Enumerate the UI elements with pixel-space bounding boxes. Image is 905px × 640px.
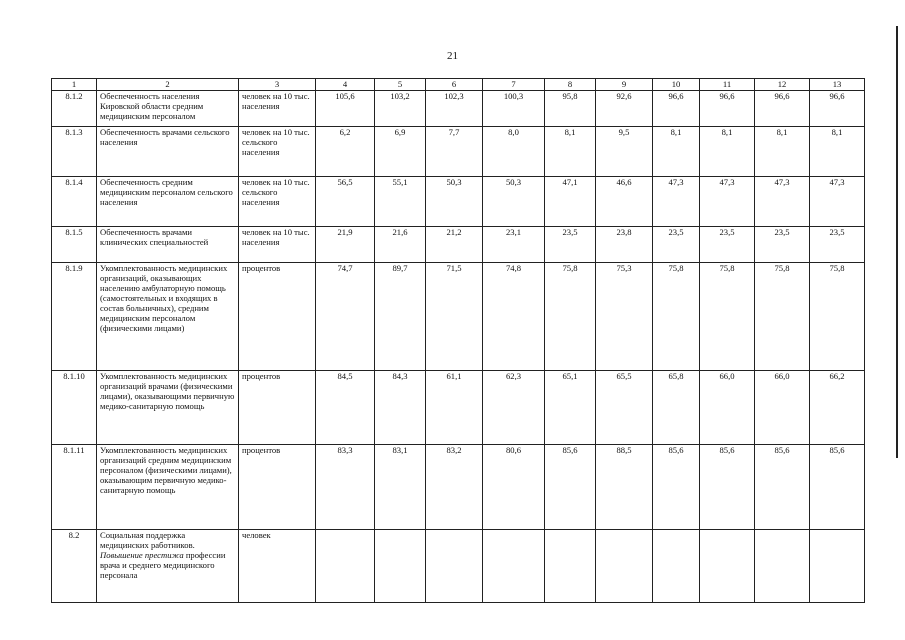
indicator-value: 65,8 <box>653 371 700 445</box>
table-row <box>52 530 865 603</box>
indicator-value: 100,3 <box>483 91 545 127</box>
indicator-value: 96,6 <box>700 91 755 127</box>
indicator-value: 75,8 <box>700 263 755 371</box>
column-number: 8 <box>545 79 596 91</box>
indicator-unit: человек на 10 тыс. населения <box>239 227 316 263</box>
indicator-value: 65,1 <box>545 371 596 445</box>
indicator-value <box>426 530 483 603</box>
indicator-value: 65,5 <box>596 371 653 445</box>
indicator-value: 8,1 <box>810 127 865 177</box>
indicator-value: 66,2 <box>810 371 865 445</box>
table-row <box>52 91 865 127</box>
indicator-value <box>810 530 865 603</box>
table-row <box>52 445 865 530</box>
indicator-value: 6,2 <box>316 127 375 177</box>
indicator-value: 47,3 <box>810 177 865 227</box>
indicator-value <box>545 530 596 603</box>
indicator-value: 75,8 <box>653 263 700 371</box>
column-number: 11 <box>700 79 755 91</box>
indicator-value: 66,0 <box>700 371 755 445</box>
indicator-value <box>375 530 426 603</box>
indicator-value: 8,1 <box>755 127 810 177</box>
column-number: 7 <box>483 79 545 91</box>
indicator-name-italic: Повышение престижа <box>100 550 184 560</box>
indicator-value: 83,1 <box>375 445 426 530</box>
indicator-value: 23,8 <box>596 227 653 263</box>
indicator-value: 83,2 <box>426 445 483 530</box>
indicator-value: 88,5 <box>596 445 653 530</box>
indicator-value: 85,6 <box>653 445 700 530</box>
indicator-value: 105,6 <box>316 91 375 127</box>
column-number: 13 <box>810 79 865 91</box>
indicator-value: 23,5 <box>545 227 596 263</box>
indicator-value: 96,6 <box>810 91 865 127</box>
indicator-value <box>755 530 810 603</box>
indicator-value <box>596 530 653 603</box>
table-row <box>52 177 865 227</box>
indicator-value: 95,8 <box>545 91 596 127</box>
column-number: 2 <box>97 79 239 91</box>
indicator-code: 8.1.2 <box>52 91 97 127</box>
indicator-value: 96,6 <box>653 91 700 127</box>
indicator-value <box>483 530 545 603</box>
indicator-value: 55,1 <box>375 177 426 227</box>
indicator-value: 47,3 <box>700 177 755 227</box>
indicator-value <box>316 530 375 603</box>
indicator-value: 66,0 <box>755 371 810 445</box>
indicator-value: 85,6 <box>755 445 810 530</box>
indicator-value: 62,3 <box>483 371 545 445</box>
indicator-value: 8,1 <box>653 127 700 177</box>
indicator-value: 21,9 <box>316 227 375 263</box>
column-number: 5 <box>375 79 426 91</box>
indicator-name: Укомплектованность медицинских организаций, оказывающих населению амбулаторную помощь (самостоятельных и входящих в состав больничных), средним медицинским персоналом (физическими лицами) <box>97 263 239 371</box>
indicator-value: 46,6 <box>596 177 653 227</box>
table-row <box>52 263 865 371</box>
indicator-name: Обеспеченность врачами клинических специальностей <box>97 227 239 263</box>
indicator-value: 23,1 <box>483 227 545 263</box>
indicator-code: 8.1.11 <box>52 445 97 530</box>
indicator-value: 71,5 <box>426 263 483 371</box>
indicator-value: 84,5 <box>316 371 375 445</box>
column-number: 10 <box>653 79 700 91</box>
indicator-value: 21,6 <box>375 227 426 263</box>
indicator-name-rest: профессии врача и среднего медицинского персонала <box>100 550 226 580</box>
indicator-value: 47,3 <box>755 177 810 227</box>
indicator-value <box>700 530 755 603</box>
indicator-code: 8.1.9 <box>52 263 97 371</box>
page-number: 21 <box>447 50 458 62</box>
table-row <box>52 371 865 445</box>
indicator-value: 23,5 <box>653 227 700 263</box>
indicator-value: 74,8 <box>483 263 545 371</box>
indicator-name: Обеспеченность врачами сельского населения <box>97 127 239 177</box>
indicator-name: Укомплектованность медицинских организаций средним медицинским персоналом (физическими лицами), оказывающим первичную медико-санитарную помощь <box>97 445 239 530</box>
indicator-value: 6,9 <box>375 127 426 177</box>
indicator-unit: человек на 10 тыс. населения <box>239 91 316 127</box>
column-number: 4 <box>316 79 375 91</box>
indicators-table <box>51 78 865 603</box>
indicator-code: 8.1.3 <box>52 127 97 177</box>
indicator-name: Укомплектованность медицинских организаций врачами (физическими лицами), оказывающими первичную медико-санитарную помощь <box>97 371 239 445</box>
indicator-value: 74,7 <box>316 263 375 371</box>
indicator-value: 9,5 <box>596 127 653 177</box>
indicator-value: 80,6 <box>483 445 545 530</box>
table-row <box>52 127 865 177</box>
indicator-value: 8,1 <box>545 127 596 177</box>
indicator-value: 85,6 <box>545 445 596 530</box>
column-number-row <box>52 79 865 91</box>
column-number: 9 <box>596 79 653 91</box>
indicator-value: 83,3 <box>316 445 375 530</box>
indicator-name <box>97 530 239 603</box>
indicator-value: 84,3 <box>375 371 426 445</box>
indicator-value: 47,1 <box>545 177 596 227</box>
indicator-value: 75,8 <box>755 263 810 371</box>
indicator-code: 8.2 <box>52 530 97 603</box>
page-edge-rule <box>896 26 898 458</box>
indicator-value: 47,3 <box>653 177 700 227</box>
indicator-unit: процентов <box>239 263 316 371</box>
indicator-value: 92,6 <box>596 91 653 127</box>
indicator-value: 56,5 <box>316 177 375 227</box>
indicator-code: 8.1.5 <box>52 227 97 263</box>
indicator-value: 23,5 <box>755 227 810 263</box>
indicator-value: 23,5 <box>700 227 755 263</box>
column-number: 1 <box>52 79 97 91</box>
indicator-unit: процентов <box>239 445 316 530</box>
indicator-value: 102,3 <box>426 91 483 127</box>
column-number: 6 <box>426 79 483 91</box>
indicator-code: 8.1.4 <box>52 177 97 227</box>
column-number: 3 <box>239 79 316 91</box>
indicator-value <box>653 530 700 603</box>
indicator-value: 50,3 <box>426 177 483 227</box>
indicator-value: 8,0 <box>483 127 545 177</box>
indicator-value: 75,3 <box>596 263 653 371</box>
indicator-value: 7,7 <box>426 127 483 177</box>
indicator-code: 8.1.10 <box>52 371 97 445</box>
indicator-value: 23,5 <box>810 227 865 263</box>
indicator-value: 50,3 <box>483 177 545 227</box>
indicator-unit: человек на 10 тыс. сельского населения <box>239 177 316 227</box>
indicator-value: 96,6 <box>755 91 810 127</box>
indicator-value: 75,8 <box>545 263 596 371</box>
indicator-value: 8,1 <box>700 127 755 177</box>
indicator-value: 61,1 <box>426 371 483 445</box>
indicator-unit: процентов <box>239 371 316 445</box>
indicator-name-main: Социальная поддержка медицинских работников. <box>100 530 195 550</box>
indicator-value: 75,8 <box>810 263 865 371</box>
indicator-name: Обеспеченность средним медицинским персоналом сельского населения <box>97 177 239 227</box>
table-row <box>52 227 865 263</box>
indicator-unit: человек <box>239 530 316 603</box>
indicator-name: Обеспеченность населения Кировской области средним медицинским персоналом <box>97 91 239 127</box>
indicator-value: 85,6 <box>810 445 865 530</box>
indicator-value: 103,2 <box>375 91 426 127</box>
indicator-value: 85,6 <box>700 445 755 530</box>
indicator-value: 89,7 <box>375 263 426 371</box>
indicator-unit: человек на 10 тыс. сельского населения <box>239 127 316 177</box>
column-number: 12 <box>755 79 810 91</box>
indicator-value: 21,2 <box>426 227 483 263</box>
